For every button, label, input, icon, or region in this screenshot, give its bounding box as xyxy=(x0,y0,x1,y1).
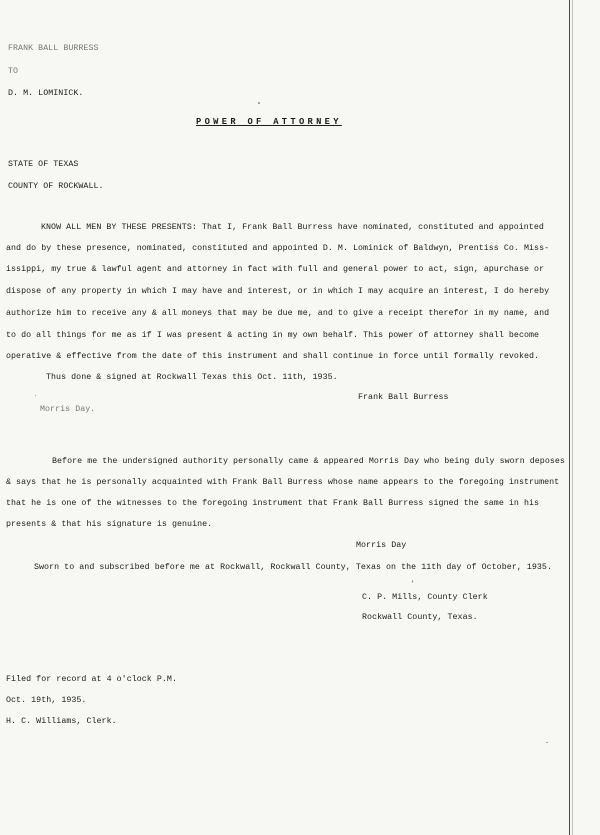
body-line: dispose of any property in which I may have and interest, or in which I may acquire an interest, I do hereby xyxy=(6,287,550,296)
ack-line: that he is one of the witnesses to the foregoing instrument that Frank Ball Burress signed the same in his xyxy=(6,499,540,508)
page-edge-shadow xyxy=(572,0,573,835)
witness-note: Morris Day. xyxy=(40,405,96,414)
body-line: to do all things for me as if I was present & acting in my own behalf. This power of attorney shall become xyxy=(6,331,540,340)
ack-line: Before me the undersigned authority personally came & appeared Morris Day who being duly sworn deposes xyxy=(52,457,565,466)
caption-grantor: FRANK BALL BURRESS xyxy=(8,44,99,53)
grantor-signature: Frank Ball Burress xyxy=(358,393,449,402)
ack-line: presents & that his signature is genuine. xyxy=(6,520,213,529)
scan-speck xyxy=(258,102,260,104)
document-title: POWER OF ATTORNEY xyxy=(196,117,342,127)
body-line: operative & effective from the date of this instrument and shall continue in force until formally revoked. xyxy=(6,352,540,361)
ack-line: & says that he is personally acquainted with Frank Ball Burress whose name appears to the foregoing instrument xyxy=(6,478,560,487)
body-line: and do by these presence, nominated, constituted and appointed D. M. Lominick of Baldwyn, Prentiss Co. Miss- xyxy=(6,244,550,253)
county-clerk-county: Rockwall County, Texas. xyxy=(362,613,478,622)
caption-grantee: D. M. LOMINICK. xyxy=(8,89,84,98)
witness-signature: Morris Day xyxy=(356,541,407,550)
page-edge-line xyxy=(569,0,570,835)
execution-line: Thus done & signed at Rockwall Texas this Oct. 11th, 1935. xyxy=(46,373,338,382)
venue-county: COUNTY OF ROCKWALL. xyxy=(8,182,104,191)
scan-speck xyxy=(35,395,36,396)
filing-clerk: H. C. Williams, Clerk. xyxy=(6,717,117,726)
body-line: authorize him to receive any & all moneys that may be due me, and to give a receipt therefor in my name, and xyxy=(6,309,550,318)
scan-speck xyxy=(412,580,413,583)
filing-time: Filed for record at 4 o'clock P.M. xyxy=(6,675,177,684)
filing-date: Oct. 19th, 1935. xyxy=(6,696,87,705)
venue-state: STATE OF TEXAS xyxy=(8,160,79,169)
body-line: KNOW ALL MEN BY THESE PRESENTS: That I, Frank Ball Burress have nominated, constituted and appointed xyxy=(41,223,544,232)
sworn-statement: Sworn to and subscribed before me at Rockwall, Rockwall County, Texas on the 11th day of October, 1935. xyxy=(34,563,552,572)
scan-speck xyxy=(546,742,548,743)
county-clerk-signature: C. P. Mills, County Clerk xyxy=(362,593,488,602)
caption-to: TO xyxy=(8,67,19,76)
body-line: issippi, my true & lawful agent and attorney in fact with full and general power to act, sign, apurchase or xyxy=(6,265,545,274)
